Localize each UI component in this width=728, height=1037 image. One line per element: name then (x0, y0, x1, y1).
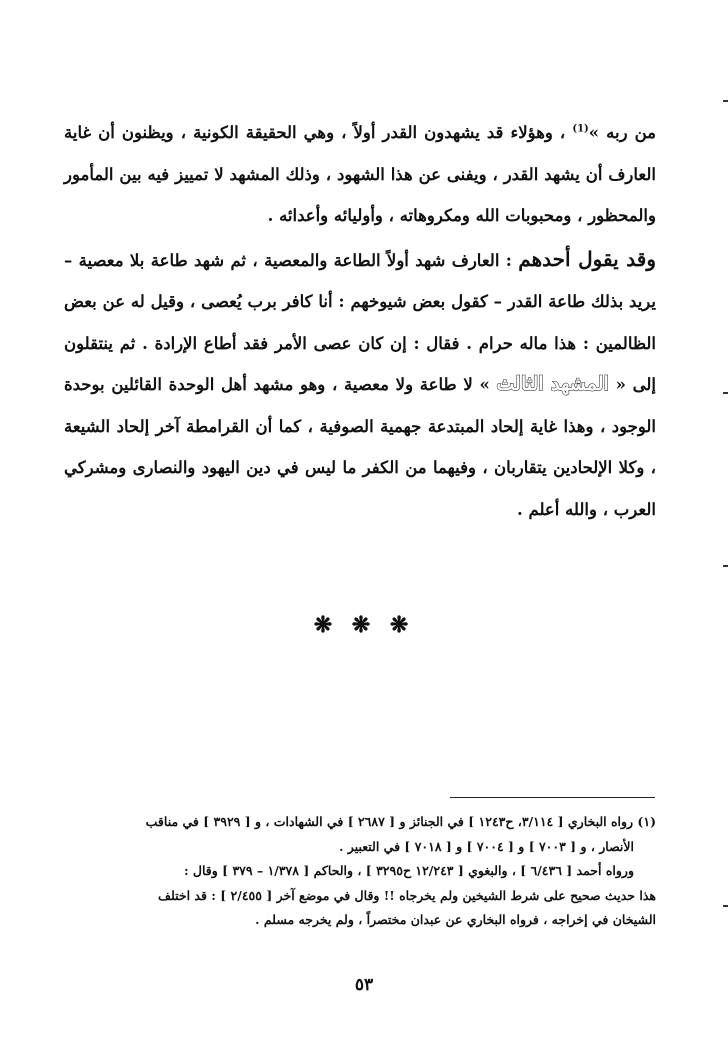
paragraph-2 (64, 239, 656, 531)
main-text (64, 112, 656, 530)
footnote-1-line-2: الأنصار ، و [ ٧٠٠٣ ] و [ ٧٠٠٤ ] و [ ٧٠١٨ ] في التعبير . (339, 838, 634, 854)
footnotes (64, 810, 656, 933)
scan-edge-mark (723, 392, 728, 394)
scan-edge-mark (723, 905, 728, 907)
scan-edge-mark (723, 565, 728, 567)
paragraph-2-heading: وقد يقول أحدهم (518, 246, 656, 271)
paragraph-1-lead: من ربه » (588, 123, 657, 142)
footnote-1-line-4: هذا حديث صحيح على شرط الشيخين ولم يخرجاه !! وقال في موضع آخر [ ٢/٤٥٥ ] : قد اختلف (158, 887, 656, 903)
footnote-divider (450, 797, 655, 798)
page-number: ٥٣ (354, 975, 374, 995)
third-scene-heading: المشهد الثالث (496, 373, 609, 395)
section-separator: ❋ ❋ ❋ (313, 612, 415, 638)
footnote-reference[interactable]: (1) (572, 123, 589, 135)
footnote-1-line-5: الشيخان في إخراجه ، فرواه البخاري عن عبدان مختصراً ، ولم يخرجه مسلم . (255, 912, 656, 927)
paragraph-1 (64, 112, 656, 237)
paragraph-1-text: ، وهؤلاء قد يشهدون القدر أولاً ، وهي الحقيقة الكونية ، ويظنون أن غاية العارف أن يشهد القدر ، ويفنى عن هذا الشهود ، وذلك المشهد لا تمييز فيه بين المأمور والمحظور ، ومحبوبات الله ومكروهاته ، وأوليائه وأعدائه . (64, 123, 656, 225)
paragraph-2-text-part1: : العارف شهد أولاً الطاعة والمعصية ، ثم شهد طاعة بلا معصية – يريد بذلك طاعة القدر – كقول بعض شيوخهم : أنا كافر برب يُعصى ، وقيل له عن بعض الظالمين : هذا ماله حرام . فقال : إن كان عصى الأمر فقد أطاع الإرادة . ثم ينتقلون إلى « (64, 250, 656, 394)
scan-edge-mark (723, 100, 728, 102)
footnote-1-line-1: (١) رواه البخاري [ ٣/١١٤، ح١٢٤٣ ] في الجنائز و [ ٢٦٨٧ ] في الشهادات ، و [ ٣٩٢٩ ] في مناقب (145, 814, 656, 829)
paragraph-2-text-part2: » لا طاعة ولا معصية ، وهو مشهد أهل الوحدة القائلين بوحدة الوجود ، وهذا غاية إلحاد المبتدعة جهمية الصوفية ، كما أن القرامطة آخر إلحاد الشيعة ، وكلا الإلحادين يتقاربان ، وفيهما من الكفر ما ليس في دين اليهود والنصارى ومشركي العرب ، والله أعلم . (64, 375, 656, 519)
footnote-1-line-3: ورواه أحمد [ ٦/٤٣٦ ] ، والبغوي [ ١٢/٢٤٣ ح٣٢٩٥ ] ، والحاكم [ ١/٣٧٨ – ٣٧٩ ] وقال : (183, 863, 634, 878)
